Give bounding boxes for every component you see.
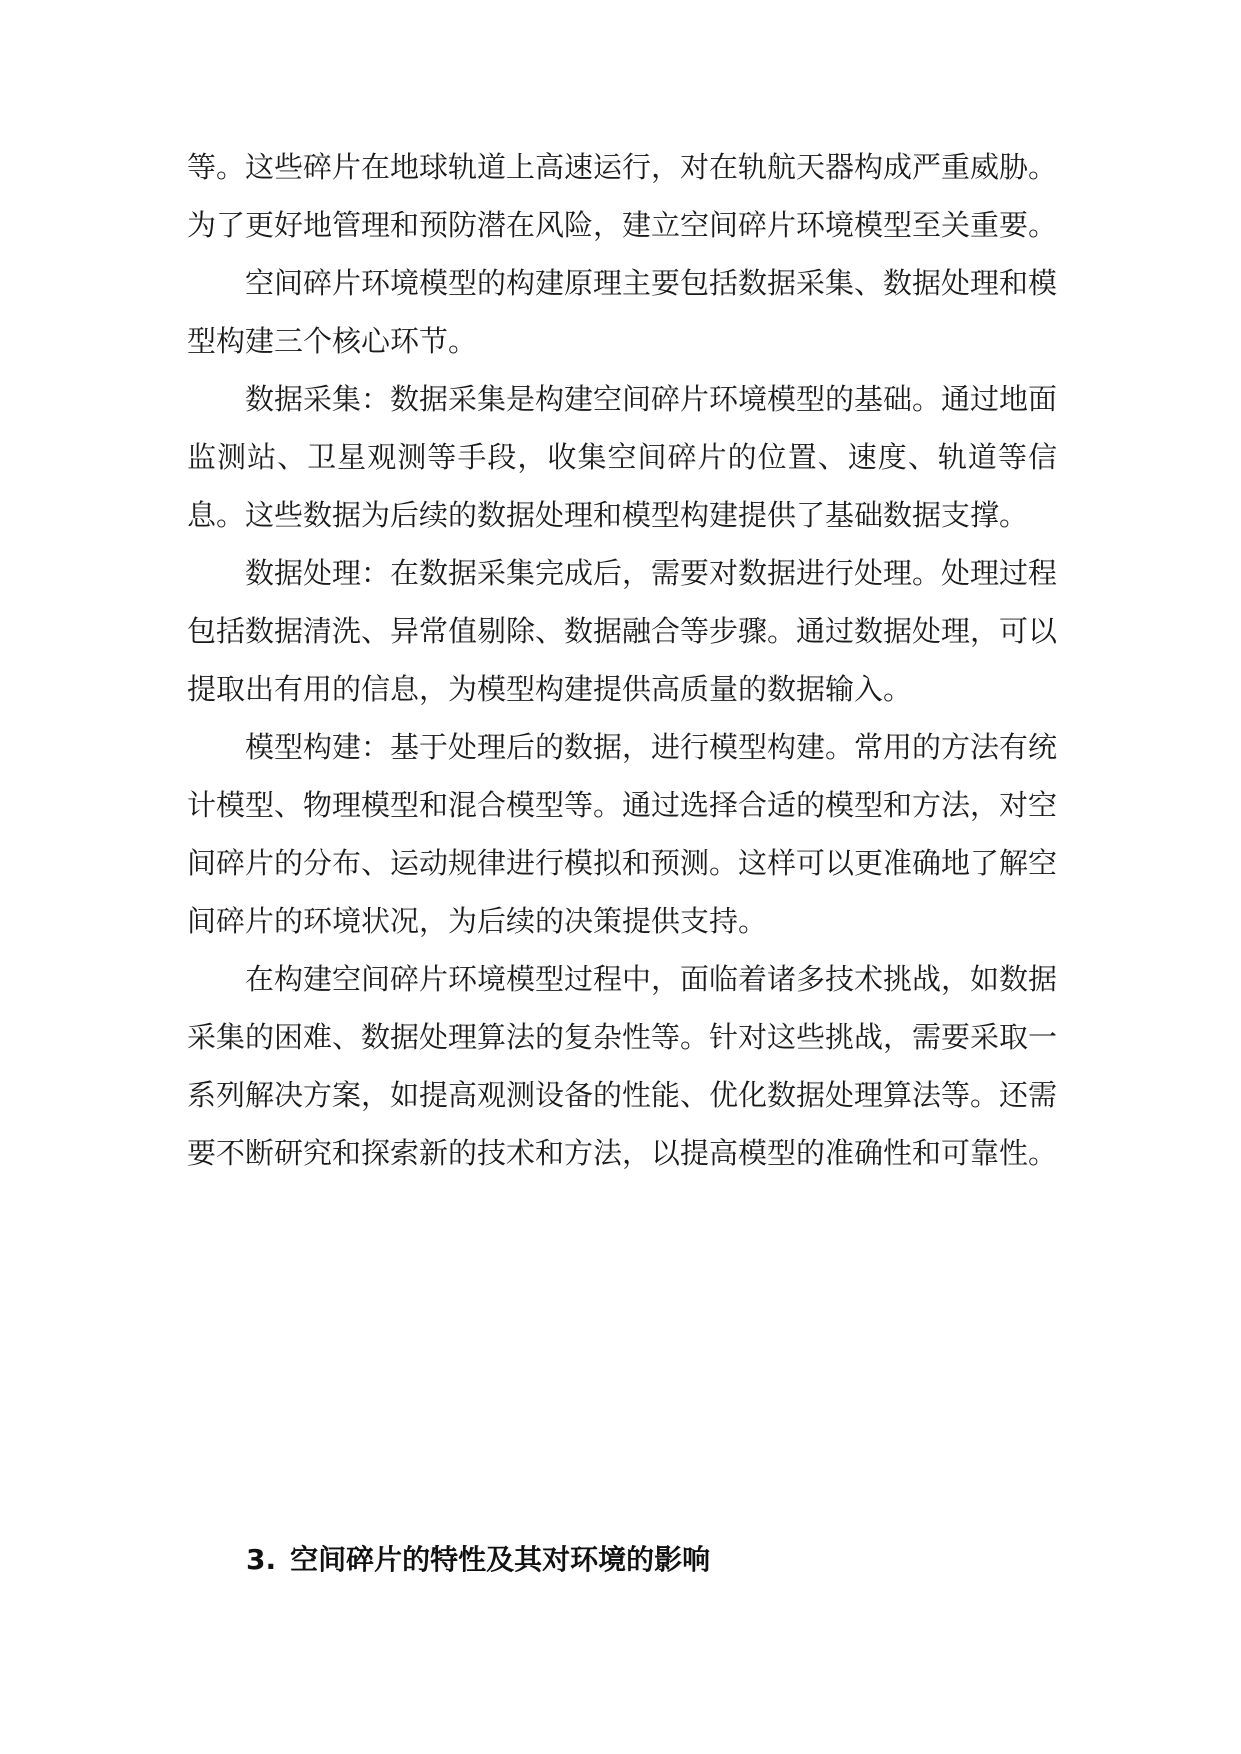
section-heading: [246, 1540, 710, 1580]
paragraph-challenges: 在构建空间碎片环境模型过程中，面临着诸多技术挑战，如数据采集的困难、数据处理算法的复杂性等。针对这些挑战，需要采取一系列解决方案，如提高观测设备的性能、优化数据处理算法等。还需要不断研究和探索新的技术和方法，以提高模型的准确性和可靠性。: [187, 962, 1058, 1170]
paragraph-model-building: 模型构建：基于处理后的数据，进行模型构建。常用的方法有统计模型、物理模型和混合模型等。通过选择合适的模型和方法，对空间碎片的分布、运动规律进行模拟和预测。这样可以更准确地了解空间碎片的环境状况，为后续的决策提供支持。: [187, 730, 1058, 938]
body-text: [187, 138, 1057, 1182]
paragraph-continuation: 等。这些碎片在地球轨道上高速运行，对在轨航天器构成严重威胁。为了更好地管理和预防潜在风险，建立空间碎片环境模型至关重要。: [187, 150, 1058, 242]
section-title: 空间碎片的特性及其对环境的影响: [290, 1543, 711, 1576]
paragraph-model-principle: 空间碎片环境模型的构建原理主要包括数据采集、数据处理和模型构建三个核心环节。: [187, 266, 1058, 358]
paragraph-data-processing: 数据处理：在数据采集完成后，需要对数据进行处理。处理过程包括数据清洗、异常值剔除、数据融合等步骤。通过数据处理，可以提取出有用的信息，为模型构建提供高质量的数据输入。: [187, 556, 1058, 706]
section-number: 3.: [246, 1543, 277, 1576]
paragraph-data-collection: 数据采集：数据采集是构建空间碎片环境模型的基础。通过地面监测站、卫星观测等手段，收集空间碎片的位置、速度、轨道等信息。这些数据为后续的数据处理和模型构建提供了基础数据支撑。: [187, 382, 1058, 532]
